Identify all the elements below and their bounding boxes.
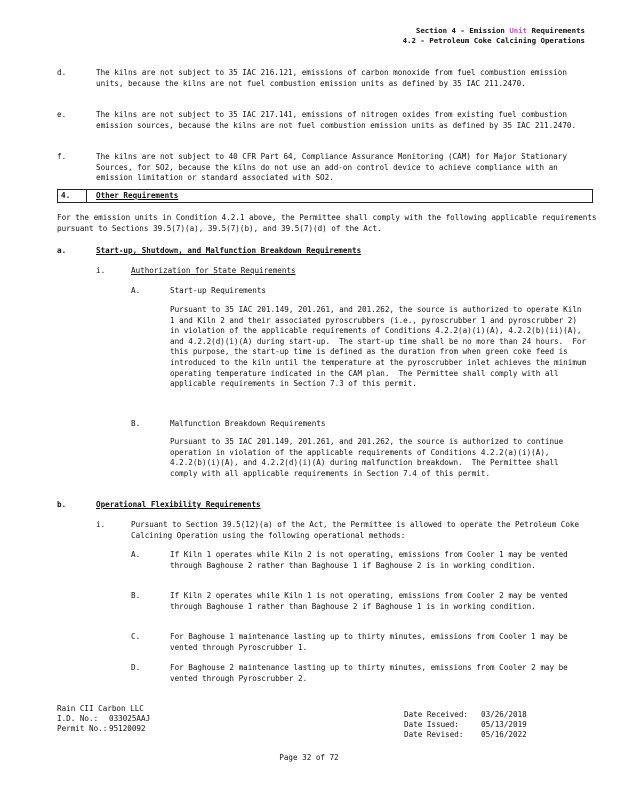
a-B-title: Malfunction Breakdown Requirements [170,419,326,428]
section-title: Other Requirements [96,191,179,200]
footer-issued-value: 05/13/2019 [481,720,527,729]
b-B-text: If Kiln 2 operates while Kiln 1 is not operating, emissions from Cooler 2 may be vented through Baghouse 1 rather than Baghouse 2 if Baghouse 1 is in working condition. [170,591,573,611]
b-D-text: For Baghouse 2 maintenance lasting up to thirty minutes, emissions from Cooler 2 may be vented through Pyroscrubber 2. [170,663,573,683]
header-line-1 [403,26,585,36]
item-d-label: d. [57,68,67,77]
a-title: Start-up, Shutdown, and Malfunction Breakdown Requirements [96,246,362,255]
item-d-text: The kilns are not subject to 35 IAC 216.121, emissions of carbon monoxide from fuel combustion emission units, because the kilns are not fuel combustion emission units as defined by 35 IAC 211.2470. [96,68,572,88]
header-line-1-end: Requirements [527,26,585,35]
section-heading-divider [86,189,87,203]
a-i-label: i. [96,266,106,275]
b-i-label: i. [96,520,106,529]
item-e-text: The kilns are not subject to 35 IAC 217.141, emissions of nitrogen oxides from existing fuel combustion emission sources, because the kilns are not fuel combustion emission units as defined by 35 IAC 211.2470. [96,110,577,130]
header-line-1-stamp: Unit [509,26,528,35]
section-intro: For the emission units in Condition 4.2.1 above, the Permittee shall comply with the following applicable requirements pursuant to Sections 39.5(7)(a), 39.5(7)(b), and 39.5(7)(d) of the Act. [57,213,602,233]
footer-permit-value: 95120092 [109,724,146,733]
section-number: 4. [61,191,71,200]
b-i-text: Pursuant to Section 39.5(12)(a) of the Act, the Permittee is allowed to operate the Petroleum Coke Calcining Operation using the following operational methods: [131,520,584,540]
a-B-label: B. [131,419,141,428]
a-A-label: A. [131,286,141,295]
b-title: Operational Flexibility Requirements [96,500,261,509]
a-A-text: Pursuant to 35 IAC 201.149, 201.261, and 201.262, the source is authorized to operate Kiln 1 and Kiln 2 and their associated pyroscrubbers (i.e., pyroscrubber 1 and pyroscrubber 2) in violation of the applicable requirements of Conditions 4.2.2(a)(i)(A), 4.2.2(b)(ii)(A), and 4.2.2(d)(i)(A) during start-up. The start-up time shall be no more than 24 hours. For this purpose, the start-up time is defined as the duration from when green coke feed is introduced to the kiln until the temperature at the pyroscrubber inlet achieves the minimum operating temperature indicated in the CAM plan. The Permittee shall comply with all applicable requirements in Section 7.3 of this permit. [170,305,591,389]
b-label: b. [57,500,67,509]
b-D-label: D. [131,663,141,672]
footer-revised-label: Date Revised: [404,730,464,739]
footer-revised-value: 05/16/2022 [481,730,527,739]
header-line-1-start: Section 4 - Emission [415,26,510,35]
b-C-text: For Baghouse 1 maintenance lasting up to thirty minutes, emissions from Cooler 1 may be vented through Pyroscrubber 1. [170,632,573,652]
a-label: a. [57,246,67,255]
page-header [403,26,585,46]
b-A-text: If Kiln 1 operates while Kiln 2 is not operating, emissions from Cooler 1 may be vented through Baghouse 2 rather than Baghouse 1 if Baghouse 2 is in working condition. [170,550,573,570]
footer-received-value: 03/26/2018 [481,710,527,719]
item-f-text: The kilns are not subject to 40 CFR Part 64, Compliance Assurance Monitoring (CAM) for Major Stationary Sources, for SO2, because the kilns do not use an add-on control device to achieve compliance with an emission limitation or standard associated with SO2. [96,152,572,183]
footer-issued-label: Date Issued: [404,720,459,729]
a-A-title: Start-up Requirements [170,286,267,295]
b-C-label: C. [131,632,141,641]
b-B-label: B. [131,591,141,600]
footer-received-label: Date Received: [404,710,469,719]
footer-permit-label: Permit No.: [57,724,108,733]
item-e-label: e. [57,110,67,119]
b-A-label: A. [131,550,141,559]
item-f-label: f. [57,152,67,161]
page-number: Page 32 of 72 [279,753,339,762]
footer-id-label: I.D. No.: [57,714,99,723]
footer-id-value: 033025AAJ [109,714,151,723]
header-line-2: 4.2 - Petroleum Coke Calcining Operations [402,36,585,45]
a-i-title: Authorization for State Requirements [131,266,296,275]
a-B-text: Pursuant to 35 IAC 201.149, 201.261, and 201.262, the source is authorized to continue operation in violation of the applicable requirements of Conditions 4.2.2(a)(i)(A), 4.2.2(b)(i)(A), and 4.2.2(d)(i)(A) during malfunction breakdown. The Permittee shall comply with all applicable requirements in Section 7.4 of this permit. [170,437,568,478]
footer-company: Rain CII Carbon LLC [57,704,144,713]
